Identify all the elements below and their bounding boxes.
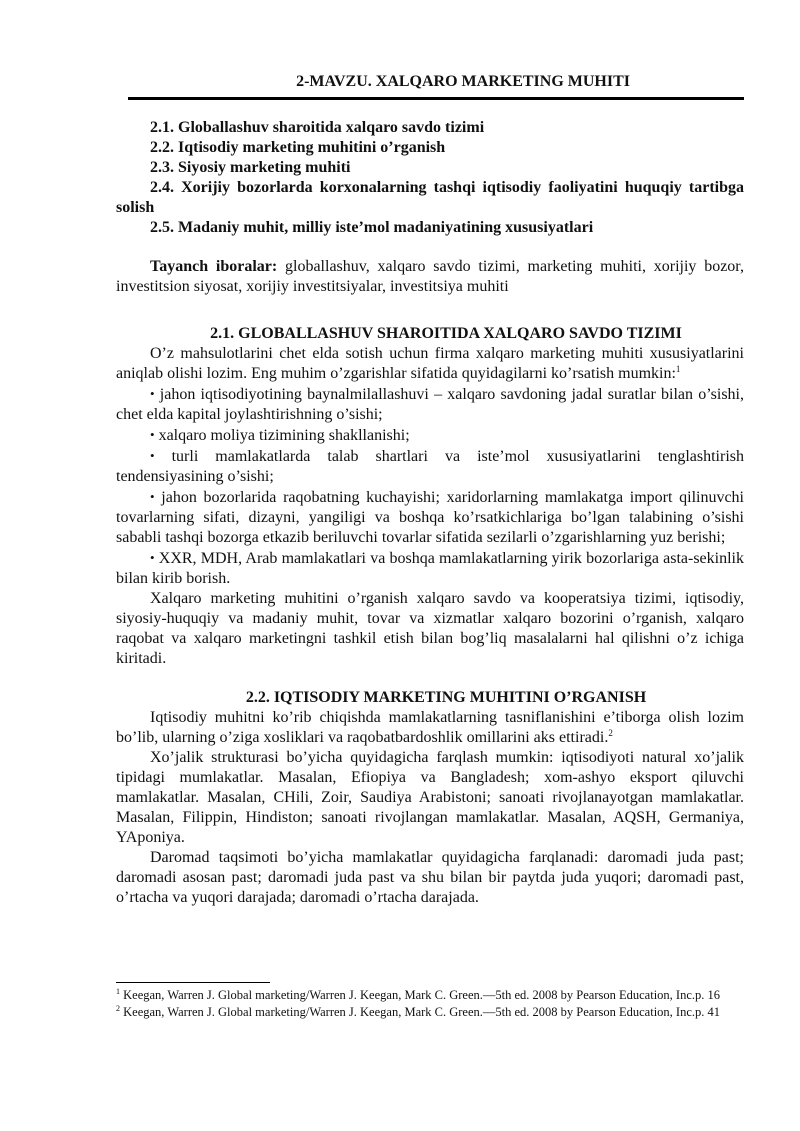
keywords-label: Tayanch iboralar: bbox=[150, 258, 278, 275]
footnote-text: Keegan, Warren J. Global marketing/Warren J. Keegan, Mark C. Green.—5th ed. 2008 by Pearson Education, Inc.p. 16 bbox=[120, 988, 721, 1002]
bullet-text: xalqaro moliya tizimining shakllanishi; bbox=[158, 427, 410, 444]
section1-closing: Xalqaro marketing muhitini o’rganish xalqaro savdo va kooperatsiya tizimi, iqtisodiy, siyosiy-huquqiy va madaniy muhit, tovar va xizmatlar xalqaro bozorini o’rganish, xalqaro raqobat va xalqaro marketingni tashkil etish bilan bog’liq masalalarni hal qilishni o’z ichiga kiritadi. bbox=[116, 590, 744, 667]
footnote-ref: 2 bbox=[608, 728, 613, 738]
section-heading-2-2: 2.2. IQTISODIY MARKETING MUHITINI O’RGANISH bbox=[245, 689, 647, 706]
bullet-item bbox=[116, 384, 744, 425]
footnote-number: 2 bbox=[116, 1003, 120, 1013]
topic-outline bbox=[116, 118, 744, 238]
section1-intro-text: O’z mahsulotlarini chet elda sotish uchun firma xalqaro marketing muhiti xususiyatlarini aniqlab olishi lozim. Eng muhim o’zgarishlar sifatida quyidagilarni ko’rsatish mumkin: bbox=[116, 345, 744, 382]
bullet-icon: • bbox=[150, 550, 155, 565]
footnote-1 bbox=[116, 987, 744, 1004]
footnotes bbox=[116, 987, 744, 1020]
section-heading-2-1: 2.1. GLOBALLASHUV SHAROITIDA XALQARO SAVDO TIZIMI bbox=[210, 325, 682, 342]
outline-item: 2.2. Iqtisodiy marketing muhitini o’rganish bbox=[150, 139, 446, 156]
outline-item: 2.3. Siyosiy marketing muhiti bbox=[150, 159, 351, 176]
page-title: 2-MAVZU. XALQARO MARKETING MUHITI bbox=[296, 73, 630, 90]
bullet-item bbox=[116, 446, 744, 487]
bullet-item bbox=[116, 425, 744, 446]
document-page bbox=[116, 72, 744, 908]
section1-intro bbox=[116, 344, 744, 384]
bullet-icon: • bbox=[150, 448, 155, 463]
bullet-icon: • bbox=[150, 386, 155, 401]
bullet-text: XXR, MDH, Arab mamlakatlari va boshqa mamlakatlarning yirik bozorlariga asta-sekinlik bilan kirib borish. bbox=[116, 550, 744, 587]
outline-item: 2.1. Globallashuv sharoitida xalqaro savdo tizimi bbox=[150, 119, 485, 136]
bullet-icon: • bbox=[150, 489, 155, 504]
title-underline bbox=[128, 97, 744, 100]
footnote-number: 1 bbox=[116, 987, 120, 996]
footnote-2 bbox=[116, 1004, 744, 1021]
bullet-item bbox=[116, 548, 744, 589]
bullet-item bbox=[116, 487, 744, 548]
bullet-icon: • bbox=[150, 427, 155, 442]
section2-paragraph-2: Xo’jalik strukturasi bo’yicha quyidagicha farqlash mumkin: iqtisodiyoti natural xo’jalik tipidagi mumlakatlar. Masalan, Efiopiya va Bangladesh; xom-ashyo eksport qiluvchi mamlakatlar. Masalan, CHili, Zoir, Saudiya Arabistoni; sanoati rivojlanayotgan mamlakatlar. Masalan, Filippin, Hindiston; sanoati rivojlangan mamlakatlar. Masalan, AQSH, Germaniya, YAponiya. bbox=[116, 749, 744, 846]
outline-item: 2.5. Madaniy muhit, milliy iste’mol madaniyatining xususiyatlari bbox=[150, 219, 594, 236]
outline-item: 2.4. Xorijiy bozorlarda korxonalarning tashqi iqtisodiy faoliyatini huquqiy tartibga solish bbox=[116, 179, 744, 216]
keywords-text: globallashuv, xalqaro savdo tizimi, marketing muhiti, xorijiy bozor, investitsion siyosat, xorijiy investitsiyalar, investitsiya muhiti bbox=[116, 258, 744, 295]
section2-p1-text: Iqtisodiy muhitni ko’rib chiqishda mamlakatlarning tasniflanishini e’tiborga olish lozim bo’lib, ularning o’ziga xosliklari va raqobatbardoshlik omillarini aks ettiradi. bbox=[116, 709, 744, 746]
footnote-ref: 1 bbox=[675, 364, 681, 374]
section2-paragraph-1 bbox=[116, 708, 744, 748]
footnote-separator bbox=[116, 982, 270, 983]
bullet-text: jahon iqtisodiyotining baynalmilallashuvi – xalqaro savdoning jadal suratlar bilan o’sishi, chet elda kapital joylashtirishning o’sishi; bbox=[116, 386, 744, 423]
bullet-text: turli mamlakatlarda talab shartlari va iste’mol xususiyatlarini tenglashtirish tendensiyasining o’sishi; bbox=[116, 448, 745, 485]
footnote-text: Keegan, Warren J. Global marketing/Warren J. Keegan, Mark C. Green.—5th ed. 2008 by Pearson Education, Inc.p. 41 bbox=[120, 1004, 721, 1019]
keywords-paragraph bbox=[116, 257, 744, 297]
bullet-text: jahon bozorlarida raqobatning kuchayishi; xaridorlarning mamlakatga import qilinuvchi tovarlarning sifati, dizayni, yangiligi va boshqa ko’rsatkichlariga bo’lgan talabining o’sishi sababli tashqi bozorga etkazib beriluvchi tovarlar sifatida sezilarli o’zgarishlarning yuz berishi; bbox=[116, 489, 745, 546]
section2-paragraph-3: Daromad taqsimoti bo’yicha mamlakatlar quyidagicha farqlanadi: daromadi juda past; daromadi asosan past; daromadi juda past va shu bilan bir paytda juda yuqori; daromadi past, o’rtacha va yuqori darajada; daromadi o’rtacha darajada. bbox=[116, 849, 744, 906]
